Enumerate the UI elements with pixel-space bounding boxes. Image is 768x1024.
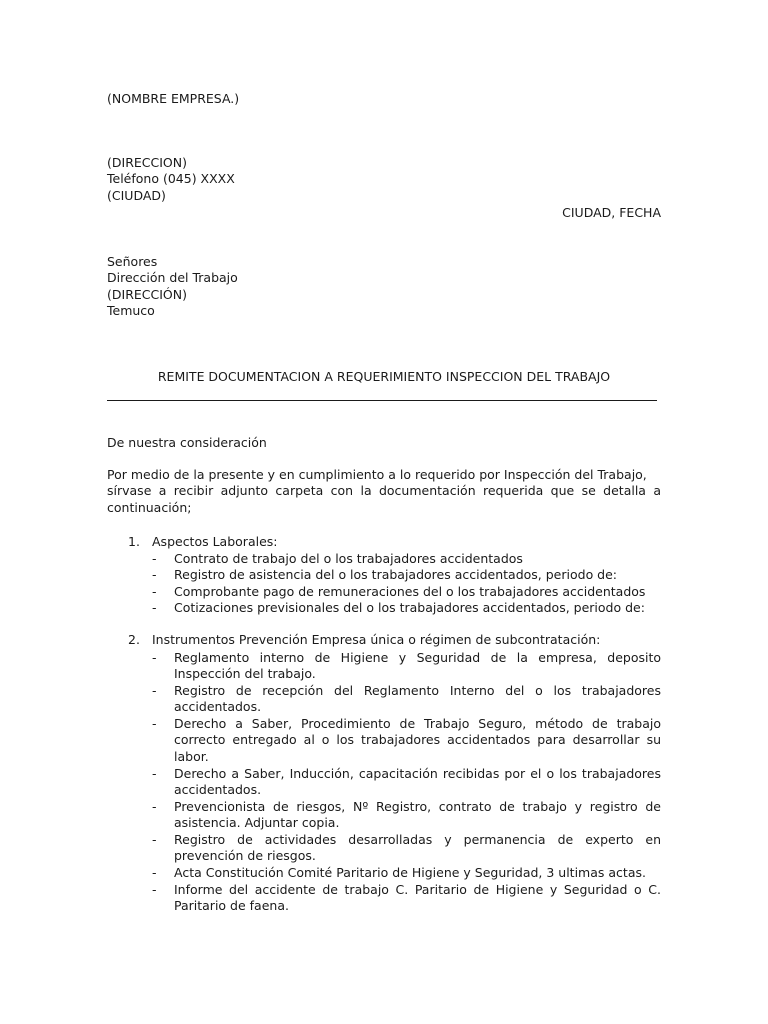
sender-city: (CIUDAD) <box>107 188 166 203</box>
recipient-city: Temuco <box>107 303 155 318</box>
subject-line: REMITE DOCUMENTACION A REQUERIMIENTO INSPECCION DEL TRABAJO <box>157 369 611 384</box>
sender-address: (DIRECCION) <box>107 155 187 170</box>
list-item: - Contrato de trabajo del o los trabajadores accidentados <box>152 551 523 566</box>
bullet-dash: - <box>152 683 157 698</box>
bullet-dash: - <box>152 567 157 582</box>
list-item: - Registro de actividades desarrolladas y permanencia de experto en prevención de riesgos. <box>152 832 661 864</box>
bullet-dash: - <box>152 650 157 665</box>
list-item: - Acta Constitución Comité Paritario de Higiene y Seguridad, 3 ultimas actas. <box>152 865 646 880</box>
recipient-address: (DIRECCIÓN) <box>107 287 187 302</box>
list-item: - Derecho a Saber, Procedimiento de Trabajo Seguro, método de trabajo correcto entregado al o los trabajadores accidentados para desarrollar su labor. <box>152 716 661 764</box>
intro-line: continuación; <box>107 499 192 515</box>
intro-paragraph <box>107 467 661 516</box>
bullet-dash: - <box>152 832 157 847</box>
section-title: Instrumentos Prevención Empresa única o régimen de subcontratación: <box>152 632 601 647</box>
bullet-dash: - <box>152 882 157 897</box>
bullet-dash: - <box>152 799 157 814</box>
section-title: Aspectos Laborales: <box>152 534 278 549</box>
bullet-dash: - <box>152 766 157 781</box>
recipient-name: Dirección del Trabajo <box>107 270 238 285</box>
section-number: 2. <box>128 632 140 647</box>
list-item: - Registro de recepción del Reglamento Interno del o los trabajadores accidentados. <box>152 683 661 715</box>
list-item: - Reglamento interno de Higiene y Seguridad de la empresa, deposito Inspección del trabajo. <box>152 650 661 682</box>
place-date: CIUDAD, FECHA <box>562 205 661 220</box>
bullet-dash: - <box>152 716 157 731</box>
list-item: - Cotizaciones previsionales del o los trabajadores accidentados, periodo de: <box>152 600 645 615</box>
bullet-dash: - <box>152 865 157 880</box>
bullet-dash: - <box>152 600 157 615</box>
sender-phone: Teléfono (045) XXXX <box>107 171 235 186</box>
list-item: - Derecho a Saber, Inducción, capacitación recibidas por el o los trabajadores accidentados. <box>152 766 661 798</box>
greeting: De nuestra consideración <box>107 435 267 450</box>
list-item: - Prevencionista de riesgos, Nº Registro, contrato de trabajo y registro de asistencia. Adjuntar copia. <box>152 799 661 831</box>
recipient-salutation: Señores <box>107 254 158 269</box>
company-name: (NOMBRE EMPRESA.) <box>107 91 240 106</box>
subject-underline <box>107 400 657 401</box>
intro-line: sírvase a recibir adjunto carpeta con la documentación requerida que se detalla a <box>107 483 661 499</box>
list-item: - Informe del accidente de trabajo C. Paritario de Higiene y Seguridad o C. Paritario de faena. <box>152 882 661 914</box>
list-item: - Comprobante pago de remuneraciones del o los trabajadores accidentados <box>152 584 646 599</box>
section-number: 1. <box>128 534 140 549</box>
bullet-dash: - <box>152 551 157 566</box>
list-item: - Registro de asistencia del o los trabajadores accidentados, periodo de: <box>152 567 618 582</box>
intro-line: Por medio de la presente y en cumplimiento a lo requerido por Inspección del Trabajo, <box>107 467 647 482</box>
bullet-dash: - <box>152 584 157 599</box>
